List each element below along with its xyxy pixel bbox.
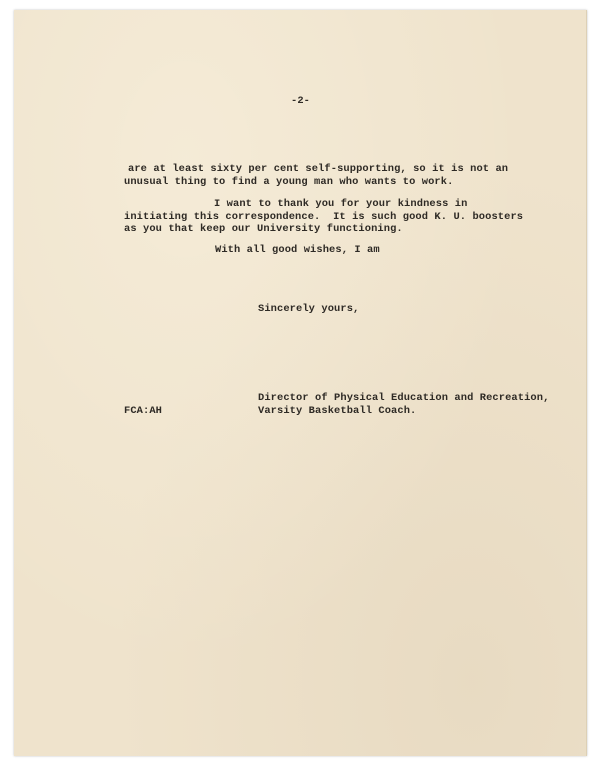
paragraph3: With all good wishes, I am — [215, 244, 380, 256]
paragraph1-line2: unusual thing to find a young man who wants to work. — [124, 176, 454, 188]
paragraph1-line1: are at least sixty per cent self-supporting, so it is not an — [128, 163, 509, 175]
paragraph2-line2: initiating this correspondence. It is such good K. U. boosters — [124, 211, 524, 223]
page-number: -2- — [291, 95, 311, 107]
letter-page — [14, 10, 587, 756]
initials: FCA:AH — [124, 405, 163, 417]
paragraph2-line1: I want to thank you for your kindness in — [214, 198, 468, 210]
signature-title-line1: Director of Physical Education and Recreation, — [258, 392, 550, 404]
closing: Sincerely yours, — [258, 303, 360, 315]
signature-title-line2: Varsity Basketball Coach. — [258, 405, 417, 417]
paragraph2-line3: as you that keep our University functioning. — [124, 223, 403, 235]
